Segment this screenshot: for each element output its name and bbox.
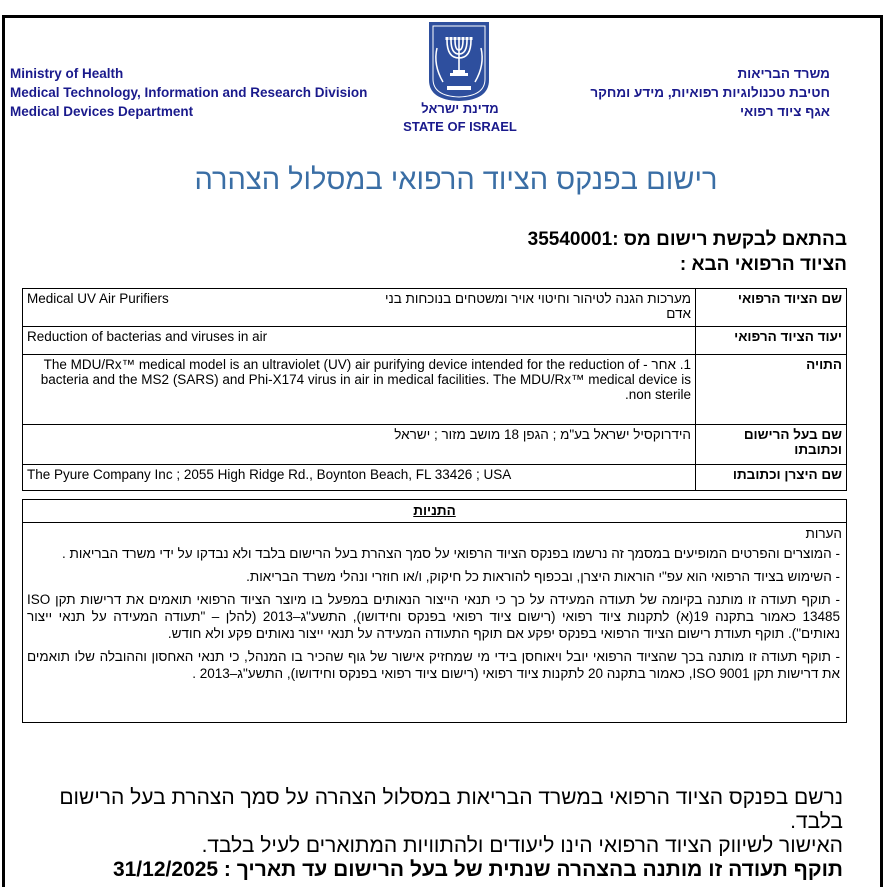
row-label: שם בעל הרישום וכתובתו [696, 425, 847, 465]
list-item: - תוקף תעודה זו מותנה בקיומה של תעודה המעידה על כך כי תנאי הייצור הנאותים במפעל בו מיוצר הציוד הרפואי תואמים את דרישות תקן ISO 13485 כאמור בתקנה 19(א) לתקנות ציוד רפואי (רישום ציוד רפואי בפנקס וחידושו), התשע"ג–2013 (להלן – "תעודה המעידה על תנאי ייצור נאותים"). תוקף תעודת רישום הציוד הרפואי בפנקס יפקע אם תוקף התעודה המעידה על תנאי ייצור נאותים פקע ולא חודש. [27, 591, 840, 642]
table-row [23, 289, 847, 327]
ministry-name-he: משרד הבריאות [737, 66, 830, 81]
row-value [23, 289, 696, 327]
state-emblem-icon [427, 20, 491, 102]
device-name-he: מערכות הגנה לטיהור וחיטוי אויר ומשטחים בנוכחות בני אדם [384, 291, 691, 321]
conditions-title: התניות [23, 500, 846, 523]
row-value [23, 465, 696, 491]
row-label: שם הציוד הרפואי [696, 289, 847, 327]
state-name-he: מדינת ישראל [421, 101, 499, 116]
table-row [23, 355, 847, 425]
ministry-header-en [10, 64, 367, 121]
registrant-text: הידרוקסיל ישראל בע"מ ; הגפן 18 מושב מזור ; ישראל [394, 427, 691, 442]
row-value [23, 355, 696, 425]
notes-label: הערות [805, 526, 842, 541]
device-name-en: Medical UV Air Purifiers [27, 291, 169, 306]
department-name-en: Medical Devices Department [10, 104, 194, 119]
conditions-box [22, 499, 847, 723]
list-item: - השימוש בציוד הרפואי הוא עפ"י הוראות היצרן, ובכפוף להוראות כל חיקוק, ו/או חוזרי ונהלי משרד הבריאות. [27, 568, 840, 585]
table-row [23, 465, 847, 491]
footer-line-registration: נרשם בפנקס הציוד הרפואי במשרד הבריאות במסלול הצהרה על סמך הצהרת בעל הרישום בלבד. [59, 786, 843, 833]
row-label: יעוד הציוד הרפואי [696, 327, 847, 355]
division-name-en: Medical Technology, Information and Research Division [10, 85, 368, 100]
page-title: רישום בפנקס הציוד הרפואי במסלול הצהרה [194, 164, 718, 196]
indication-text: 1. אחר - The MDU/Rx™ medical model is an ultraviolet (UV) air purifying device intended for the reduction of bacteria and the MS2 (SARS) and Phi-X174 virus in air in medical facilities. The MDU/Rx™ medical device is non sterile. [40, 357, 691, 402]
manufacturer-text: The Pyure Company Inc ; 2055 High Ridge Rd., Boynton Beach, FL 33426 ; USA [27, 467, 512, 482]
table-row [23, 425, 847, 465]
footer-line-approval: האישור לשיווק הציוד הרפואי הינו ליעודים ולהתוויות המתוארים לעיל בלבד. [201, 834, 843, 857]
state-name-en: STATE OF ISRAEL [403, 119, 517, 134]
row-value [23, 425, 696, 465]
footer-line-validity: תוקף תעודה זו מותנה בהצהרה שנתית של בעל הרישום עד תאריך : 31/12/2025 [112, 858, 843, 881]
row-value [23, 327, 696, 355]
row-label: שם היצרן וכתובתו [696, 465, 847, 491]
page-border-left [2, 15, 5, 887]
footer-statement [53, 786, 843, 882]
list-item: - תוקף תעודה זו מותנה בכך שהציוד הרפואי יובל ויאוחסן בידי מי שמחזיק אישור של גוף שהכיר בו המנהל, כי תנאי האחסון וההובלה שלו תואמים את דרישות תקן ISO 9001, כאמור בתקנה 20 לתקנות ציוד רפואי (רישום ציוד רפואי בפנקס וחידושו), התשע"ג–2013 . [27, 648, 840, 682]
page-border-right [880, 15, 883, 887]
table-row [23, 327, 847, 355]
conditions-list [23, 545, 846, 682]
request-number-line: בהתאם לבקשת רישום מס :35540001 [527, 229, 847, 250]
list-item: - המוצרים והפרטים המופיעים במסמך זה נרשמו בפנקס הציוד הרפואי על סמך הצהרת בעל הרישום בלבד ולא נבדקו על ידי משרד הבריאות . [27, 545, 840, 562]
division-name-he: חטיבת טכנולוגיות רפואיות, מידע ומחקר [590, 85, 830, 100]
ministry-header-he [590, 64, 830, 121]
page-border-top [2, 15, 883, 18]
row-label: התויה [696, 355, 847, 425]
department-name-he: אגף ציוד רפואי [739, 104, 830, 119]
ministry-name-en: Ministry of Health [10, 66, 124, 81]
intended-use: Reduction of bacterias and viruses in air [27, 329, 268, 344]
device-intro-line: הציוד הרפואי הבא : [679, 254, 847, 275]
device-details-table [22, 288, 847, 491]
